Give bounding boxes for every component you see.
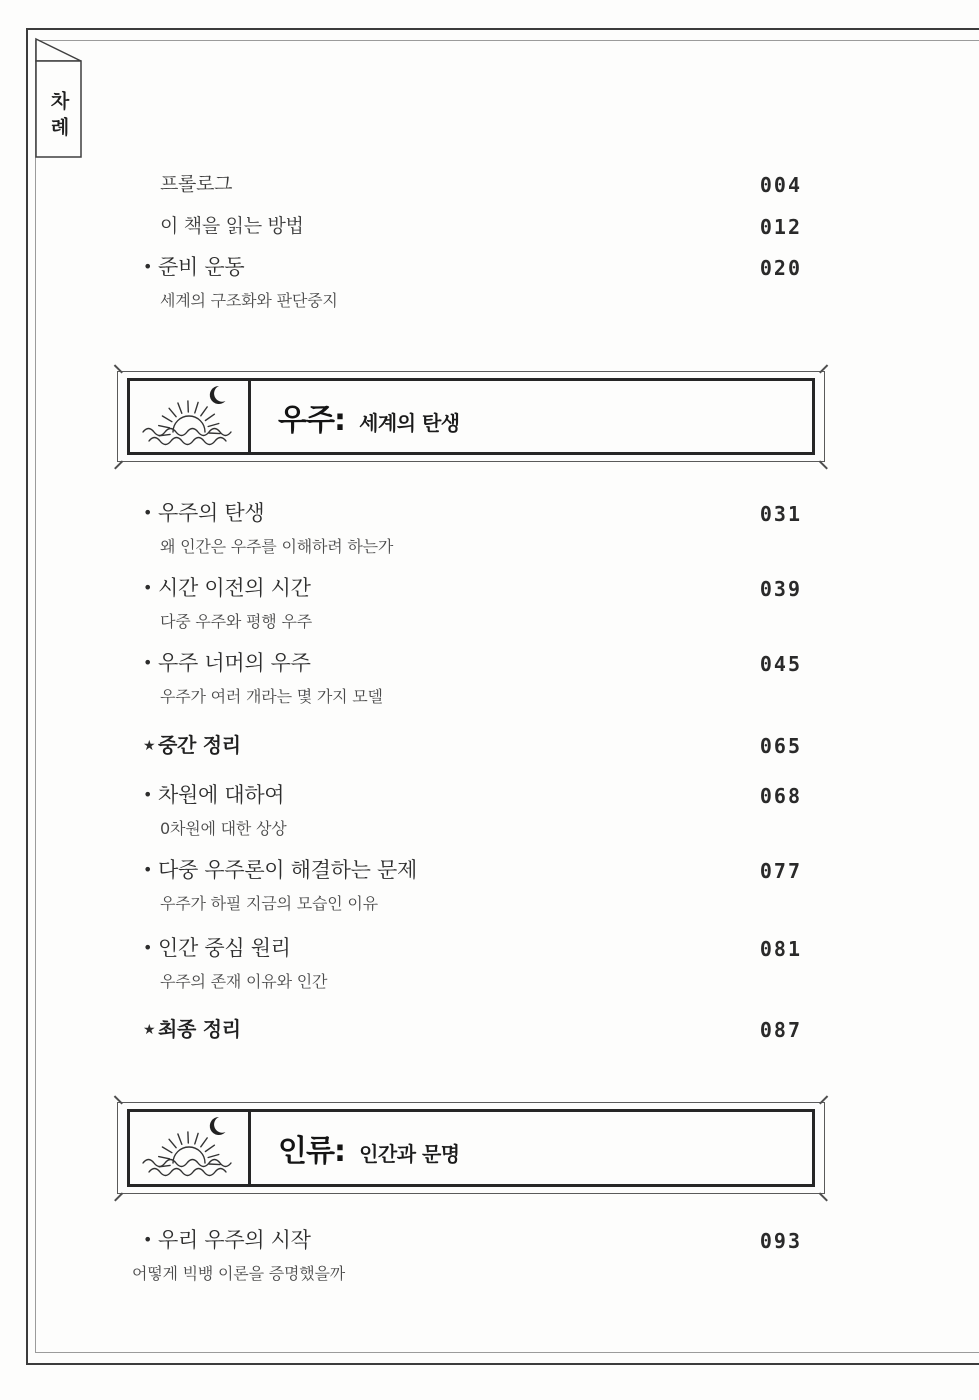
entry-title: 중간 정리 [158, 733, 241, 757]
bullet-icon: • [143, 653, 153, 672]
bullet-icon: • [143, 938, 153, 957]
toc-entry-row [135, 782, 802, 840]
sunrise-moon-illustration [130, 381, 251, 452]
entry-subtitle: 0차원에 대한 상상 [160, 819, 287, 838]
section-title-main: 우주: [278, 402, 345, 438]
page-number: 031 [759, 502, 802, 526]
page-number: 068 [759, 784, 802, 808]
toc-entry-row [135, 935, 802, 993]
toc-entry-row [135, 857, 802, 915]
page-number: 004 [759, 173, 802, 197]
contents-tab [30, 34, 90, 166]
toc-summary-row [135, 1016, 802, 1042]
entry-title: 이 책을 읽는 방법 [160, 215, 304, 237]
toc-entry-row [135, 254, 802, 312]
toc-entry-row [135, 575, 802, 633]
bullet-icon: • [143, 578, 153, 597]
section-title-main: 인류: [278, 1134, 345, 1169]
section-title [278, 1126, 460, 1170]
page-number: 045 [759, 652, 802, 676]
entry-subtitle: 어떻게 빅뱅 이론을 증명했을까 [132, 1264, 345, 1283]
entry-subtitle: 왜 인간은 우주를 이해하려 하는가 [160, 537, 394, 556]
entry-title: 프롤로그 [160, 173, 233, 195]
entry-subtitle: 우주가 여러 개라는 몇 가지 모델 [160, 687, 383, 706]
page-number: 093 [759, 1229, 802, 1253]
entry-title: 인간 중심 원리 [158, 936, 291, 960]
entry-title: 준비 운동 [158, 255, 245, 279]
entry-title: 최종 정리 [158, 1017, 241, 1041]
page-number: 020 [759, 256, 802, 280]
bullet-icon: • [143, 257, 153, 276]
entry-title: 시간 이전의 시간 [158, 576, 311, 600]
section-title-sub: 세계의 탄생 [359, 410, 460, 435]
page-number: 012 [759, 215, 802, 239]
section-header-box [117, 371, 825, 462]
section-header-box [117, 1102, 825, 1194]
section-title-sub: 인간과 문명 [359, 1142, 460, 1166]
page-number: 039 [759, 577, 802, 601]
bullet-icon: • [143, 503, 153, 522]
star-icon: ★ [143, 738, 156, 754]
toc-entry-row [132, 1227, 802, 1285]
entry-title: 우리 우주의 시작 [158, 1228, 311, 1252]
entry-title: 우주의 탄생 [158, 501, 265, 525]
page-number: 081 [759, 937, 802, 961]
entry-subtitle: 다중 우주와 평행 우주 [160, 612, 312, 631]
entry-title: 다중 우주론이 해결하는 문제 [158, 858, 417, 882]
toc-summary-row [135, 732, 802, 758]
section-title [278, 395, 460, 439]
toc-entry-row [135, 171, 802, 197]
entry-title: 차원에 대하여 [158, 783, 285, 807]
entry-subtitle: 우주가 하필 지금의 모습인 이유 [160, 894, 378, 913]
bullet-icon: • [143, 1230, 153, 1249]
page-number: 077 [759, 859, 802, 883]
entry-subtitle: 세계의 구조화와 판단중지 [160, 291, 338, 310]
page-number: 087 [759, 1018, 802, 1042]
toc-entry-row [135, 650, 802, 708]
contents-tab-label: 차례 [47, 91, 70, 143]
sunrise-moon-illustration [130, 1112, 251, 1184]
page-number: 065 [759, 734, 802, 758]
entry-title: 우주 너머의 우주 [158, 651, 311, 675]
star-icon: ★ [143, 1022, 156, 1038]
bullet-icon: • [143, 860, 153, 879]
bullet-icon: • [143, 785, 153, 804]
toc-entry-row [135, 500, 802, 558]
entry-subtitle: 우주의 존재 이유와 인간 [160, 972, 328, 991]
toc-entry-row [135, 213, 802, 239]
